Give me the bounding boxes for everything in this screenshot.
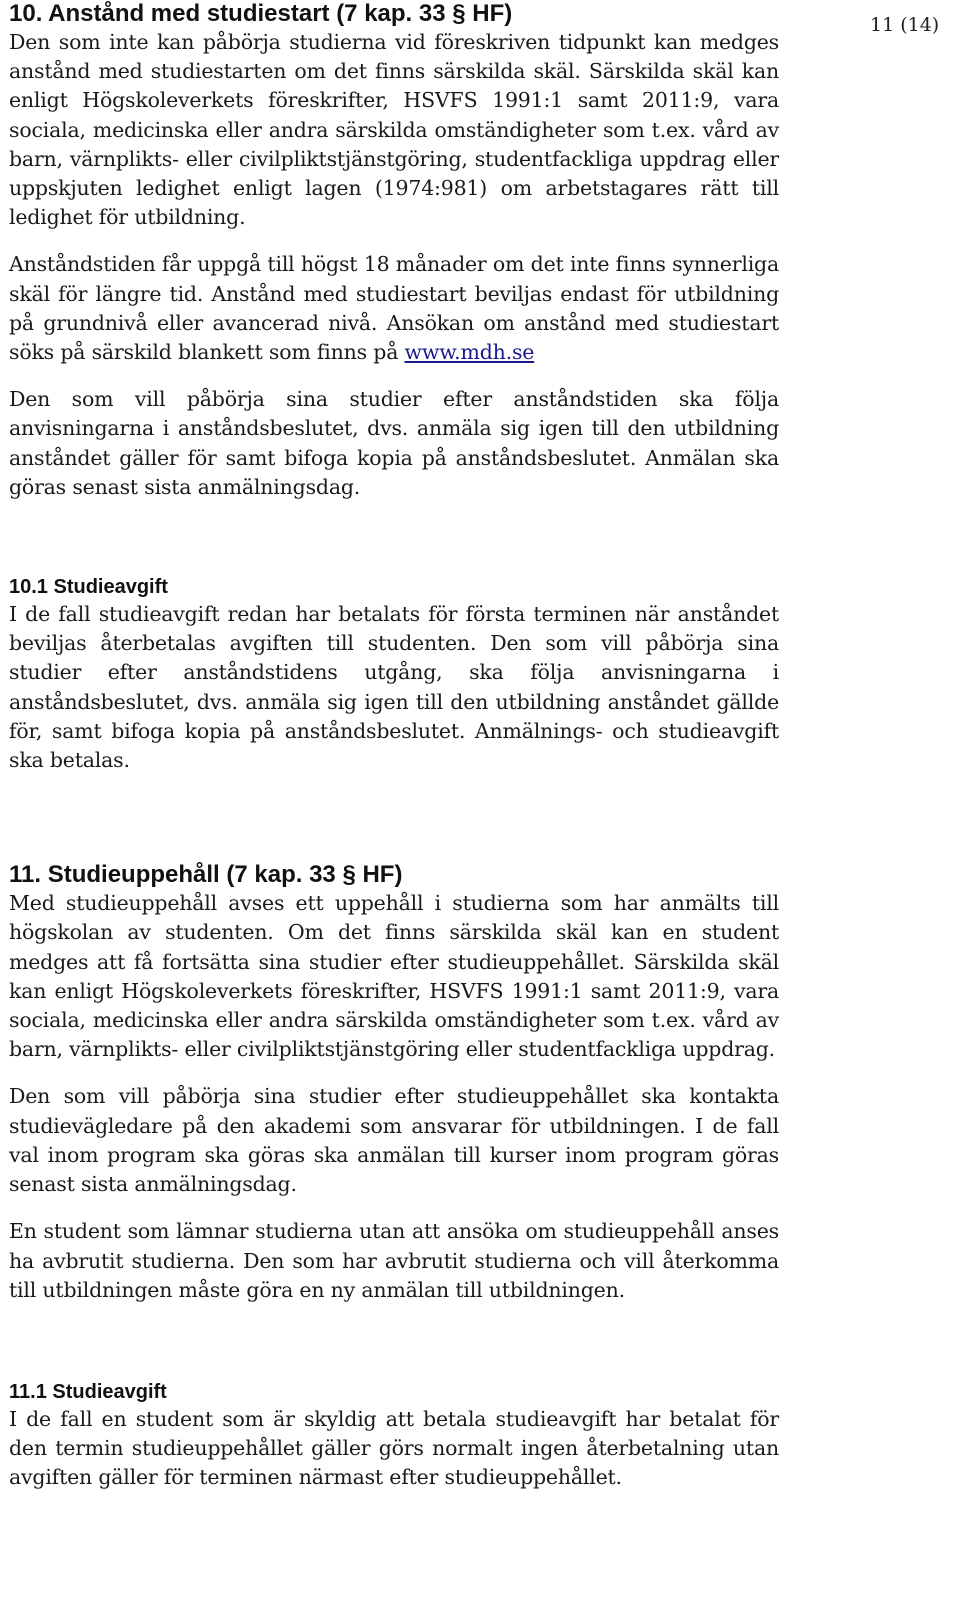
section-11-paragraph-1: Med studieuppehåll avses ett uppehåll i studierna som har anmälts till högskolan av studenten. Om det finns särskilda skäl kan en student medges att få fortsätta sina studier efter studieuppehållet. Särskilda skäl kan enligt Högskoleverkets föreskrifter, HSVFS 1991:1 samt 2011:9, vara sociala, medicinska eller andra särskilda omständigheter som t.ex. vård av barn, värnplikts- eller civilpliktstjänstgöring eller studentfackliga uppdrag. xyxy=(9,891,779,1062)
section-11-1-paragraph-1: I de fall en student som är skyldig att betala studieavgift har betalat för den termin studieuppehållet gäller görs normalt ingen återbetalning utan avgiften gäller för terminen närmast efter studieuppehållet. xyxy=(9,1406,779,1490)
section-10-heading: 10. Anstånd med studiestart (7 kap. 33 § HF) xyxy=(9,0,513,27)
section-10-paragraph-1: Den som inte kan påbörja studierna vid föreskriven tidpunkt kan medges anstånd med studiestarten om det finns särskilda skäl. Särskilda skäl kan enligt Högskoleverkets föreskrifter, HSVFS 1991:1 samt 2011:9, vara sociala, medicinska eller andra särskilda omständigheter som t.ex. vård av barn, värnplikts- eller civilpliktstjänstgöring, studentfackliga uppdrag eller uppskjuten ledighet enligt lagen (1974:981) om arbetstagares rätt till ledighet för utbildning. xyxy=(9,30,779,230)
mdh-link[interactable]: www.mdh.se xyxy=(404,340,535,365)
section-11-paragraph-3: En student som lämnar studierna utan att ansöka om studieuppehåll anses ha avbrutit studierna. Den som har avbrutit studierna och vill återkomma till utbildningen måste göra en ny anmälan till utbildningen. xyxy=(9,1219,779,1302)
document-body xyxy=(9,0,779,1493)
section-10-1-paragraph-1: I de fall studieavgift redan har betalats för första terminen när anståndet beviljas återbetalas avgiften till studenten. Den som vill påbörja sina studier efter anståndstidens utgång, ska följa anvisningarna i anståndsbeslutet, dvs. anmäla sig igen till den utbildning anståndet gällde för, samt bifoga kopia på anståndsbeslutet. Anmälnings- och studieavgift ska betalas. xyxy=(9,602,779,773)
section-10-1-heading: 10.1 Studieavgift xyxy=(9,576,168,599)
section-11-1-heading: 11.1 Studieavgift xyxy=(9,1380,167,1403)
section-11-heading: 11. Studieuppehåll (7 kap. 33 § HF) xyxy=(9,861,403,889)
page-number: 11 (14) xyxy=(870,14,940,36)
section-10-paragraph-2-text: Anståndstiden får uppgå till högst 18 månader om det inte finns synnerliga skäl för längre tid. Anstånd med studiestart beviljas endast för utbildning på grundnivå eller avancerad nivå. Ansökan om anstånd med studiestart söks på särskild blankett som finns på xyxy=(9,252,779,365)
section-10-paragraph-2 xyxy=(9,250,779,367)
section-10-paragraph-3: Den som vill påbörja sina studier efter anståndstiden ska följa anvisningarna i anståndsbeslutet, dvs. anmäla sig igen till den utbildning anståndet gäller för samt bifoga kopia på anståndsbeslutet. Anmälan ska göras senast sista anmälningsdag. xyxy=(9,387,779,499)
section-11-paragraph-2: Den som vill påbörja sina studier efter studieuppehållet ska kontakta studievägledare på den akademi som ansvarar för utbildningen. I de fall val inom program ska göras ska anmälan till kurser inom program göras senast sista anmälningsdag. xyxy=(9,1084,779,1197)
